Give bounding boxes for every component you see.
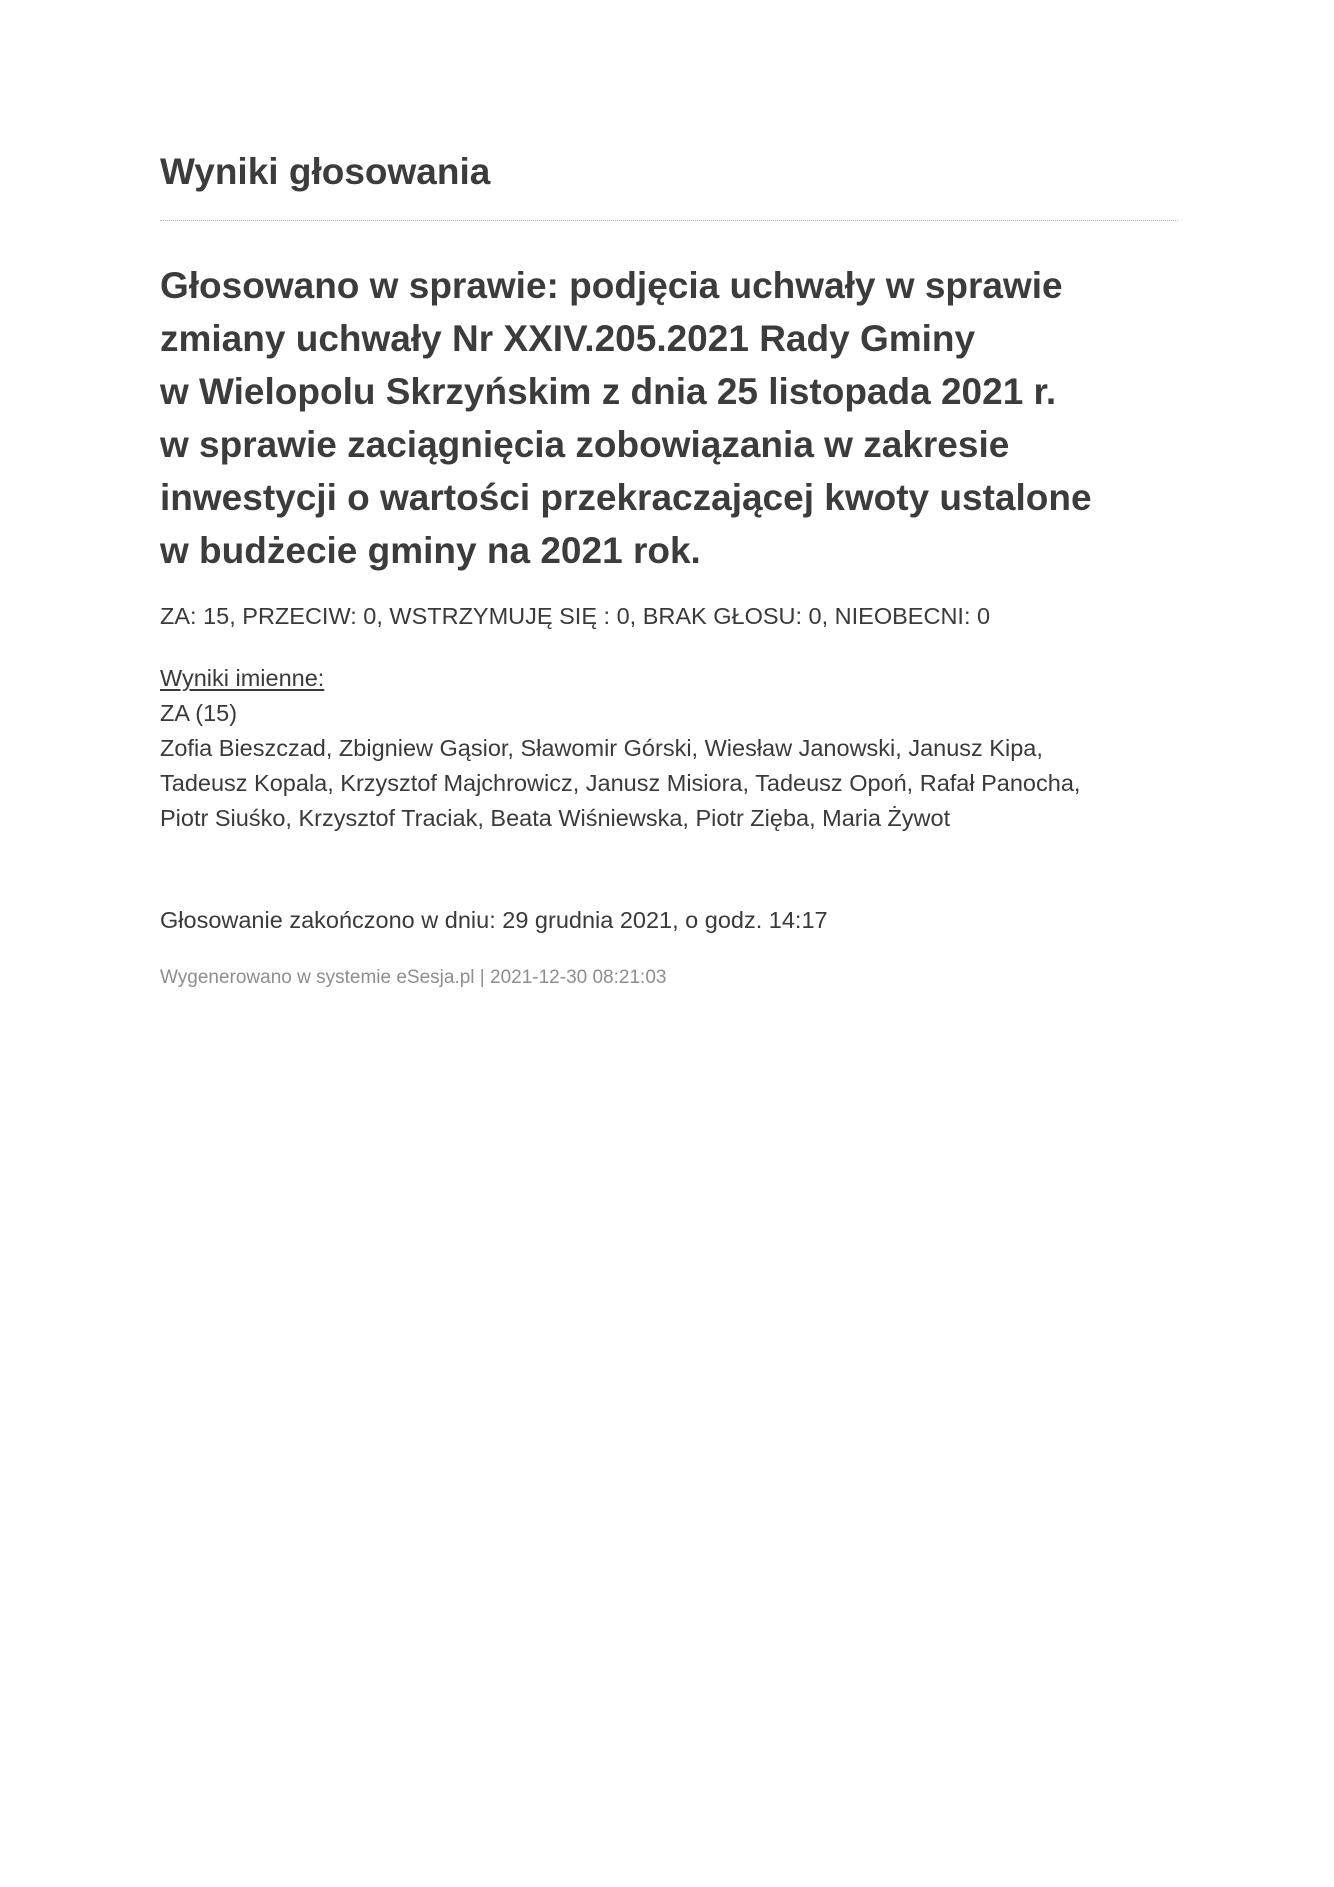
document-content [160,150,1180,990]
page-title: Wyniki głosowania [160,151,491,192]
named-results-names-line: Piotr Siuśko, Krzysztof Traciak, Beata Wiśniewska, Piotr Zięba, Maria Żywot [160,805,951,831]
vote-subject-line: w sprawie zaciągnięcia zobowiązania w zakresie [160,424,1010,465]
vote-subject-line: w Wielopolu Skrzyńskim z dnia 25 listopada 2021 r. [160,371,1057,412]
vote-subject-line: w budżecie gminy na 2021 rok. [160,530,701,571]
named-results-heading: Wyniki imienne: [160,665,325,691]
named-results [160,661,1180,836]
vote-subject-line: zmiany uchwały Nr XXIV.205.2021 Rady Gminy [160,318,976,359]
named-results-names-line: Tadeusz Kopala, Krzysztof Majchrowicz, Janusz Misiora, Tadeusz Opoń, Rafał Panocha, [160,770,1081,796]
vote-closed-info: Głosowanie zakończono w dniu: 29 grudnia 2021, o godz. 14:17 [160,907,828,933]
named-results-names-line: Zofia Bieszczad, Zbigniew Gąsior, Sławomir Górski, Wiesław Janowski, Janusz Kipa, [160,735,1043,761]
generated-footer: Wygenerowano w systemie eSesja.pl | 2021-12-30 08:21:03 [160,967,667,988]
named-results-group-label: ZA (15) [160,700,238,726]
vote-summary: ZA: 15, PRZECIW: 0, WSTRZYMUJĘ SIĘ : 0, BRAK GŁOSU: 0, NIEOBECNI: 0 [160,603,991,629]
vote-subject [160,259,1180,577]
vote-subject-line: Głosowano w sprawie: podjęcia uchwały w sprawie [160,265,1063,306]
title-divider [160,220,1178,221]
vote-subject-line: inwestycji o wartości przekraczającej kwoty ustalone [160,477,1092,518]
